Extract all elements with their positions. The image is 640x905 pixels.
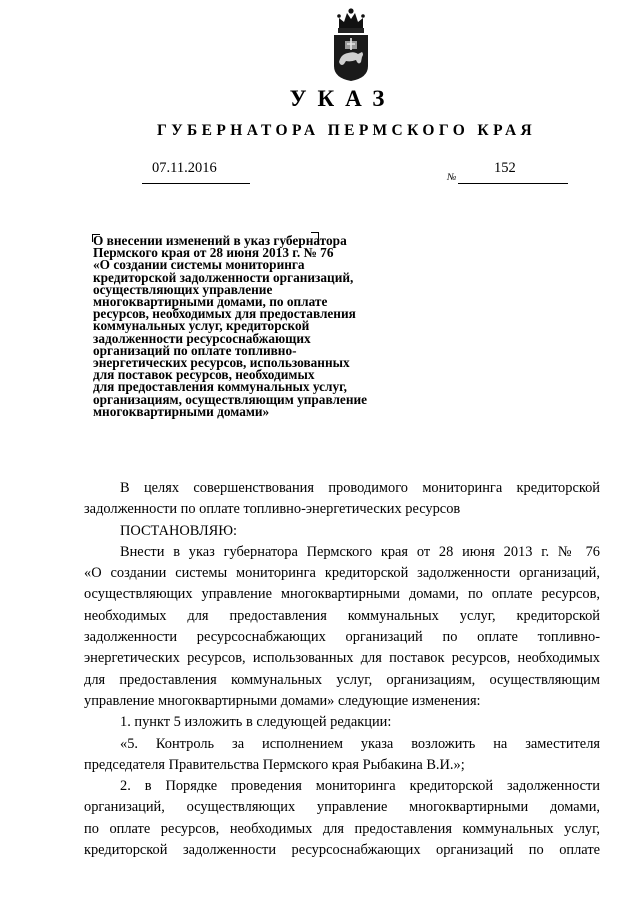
heading-line: коммунальных услуг, кредиторской xyxy=(93,318,310,334)
coat-of-arms-emblem xyxy=(331,4,371,82)
paragraph-line: задолженности ресурсоснабжающих организаций по оплате топливно- xyxy=(84,629,600,646)
paragraph-line: кредиторской задолженности ресурсоснабжающих организаций по оплате xyxy=(84,842,600,859)
number-sign: № xyxy=(447,172,457,183)
heading-line: для предоставления коммунальных услуг, xyxy=(93,379,348,395)
heading-line: О внесении изменений в указ губернатора xyxy=(93,233,347,248)
list-item: 2. в Порядке проведения мониторинга кредиторской задолженности xyxy=(120,778,600,795)
document-number: 152 xyxy=(494,160,516,176)
heading-line: энергетических ресурсов, использованных xyxy=(93,355,350,371)
document-title: УКАЗ xyxy=(289,86,396,111)
paragraph-line: осуществляющих управление многоквартирными домами, по оплате ресурсов, xyxy=(84,586,600,603)
date-underline xyxy=(142,183,250,184)
paragraph-line: организаций, осуществляющих управление многоквартирными домами, xyxy=(84,799,600,816)
heading-line: многоквартирными домами, по оплате xyxy=(93,294,328,310)
paragraph-line: В целях совершенствования проводимого мониторинга кредиторской xyxy=(120,480,600,496)
heading-line: организаций по оплате топливно- xyxy=(93,342,297,358)
heading-line: Пермского края от 28 июня 2013 г. № 76 xyxy=(93,245,334,261)
number-underline xyxy=(458,183,568,184)
document-heading xyxy=(93,235,413,418)
paragraph-line: «О создании системы мониторинга кредиторской задолженности организаций, xyxy=(84,565,600,582)
list-item: 1. пункт 5 изложить в следующей редакции: xyxy=(120,714,392,731)
heading-line: кредиторской задолженности организаций, xyxy=(93,269,354,285)
document-subtitle: ГУБЕРНАТОРА ПЕРМСКОГО КРАЯ xyxy=(157,122,537,139)
document-date: 07.11.2016 xyxy=(152,160,217,176)
paragraph-line: Внести в указ губернатора Пермского края от 28 июня 2013 г. № 76 xyxy=(120,543,600,560)
paragraph-line: для предоставления коммунальных услуг, организациям, осуществляющим xyxy=(84,671,600,688)
heading-line: «О создании системы мониторинга xyxy=(93,257,305,273)
paragraph-line: энергетических ресурсов, использованных для поставок ресурсов, необходимых xyxy=(84,650,600,667)
heading-line: организациям, осуществляющим управление xyxy=(93,391,368,407)
paragraph-line: необходимых для предоставления коммунальных услуг, кредиторской xyxy=(84,607,600,624)
quote-line: председателя Правительства Пермского края Рыбакина В.И.»; xyxy=(84,756,465,773)
heading-line: для поставок ресурсов, необходимых xyxy=(93,367,315,383)
heading-line: задолженности ресурсоснабжающих xyxy=(93,330,311,346)
heading-line: многоквартирными домами» xyxy=(93,403,270,419)
decree-word: ПОСТАНОВЛЯЮ: xyxy=(120,522,238,539)
quote-line: «5. Контроль за исполнением указа возложить на заместителя xyxy=(120,735,600,752)
document-body xyxy=(84,478,600,861)
paragraph-line: управление многоквартирными домами» следующие изменения: xyxy=(84,692,481,709)
heading-line: осуществляющих управление xyxy=(93,281,273,297)
paragraph-line: по оплате ресурсов, необходимых для предоставления коммунальных услуг, xyxy=(84,820,600,837)
heading-line: ресурсов, необходимых для предоставления xyxy=(93,306,356,322)
paragraph-line: задолженности по оплате топливно-энергетических ресурсов xyxy=(84,501,461,518)
